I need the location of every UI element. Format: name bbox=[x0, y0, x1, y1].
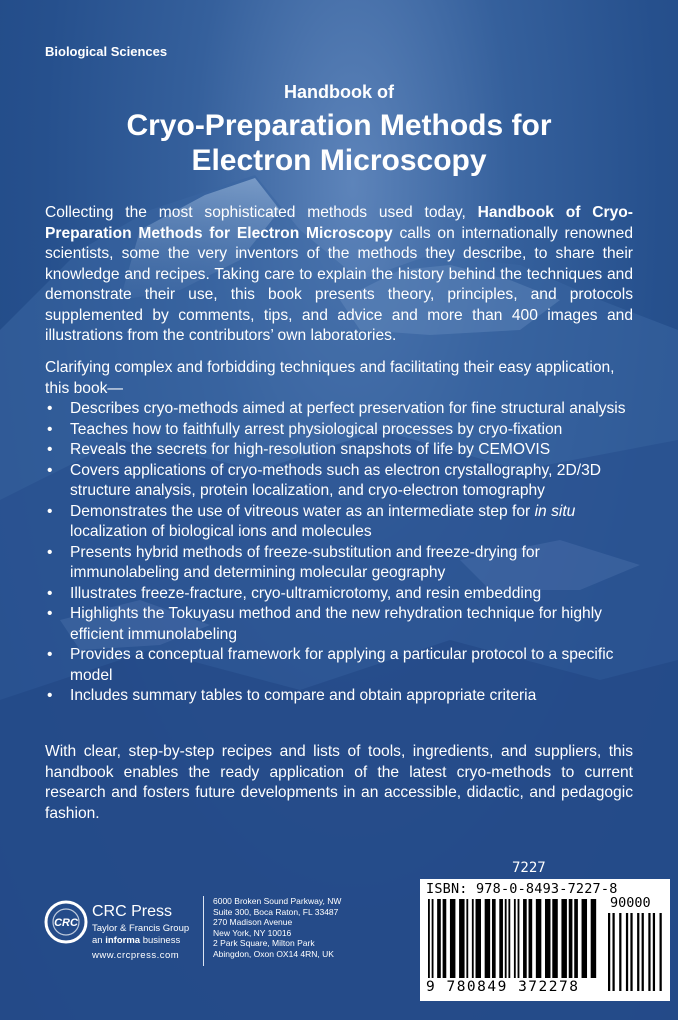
book-title-line: Electron Microscopy bbox=[191, 144, 487, 177]
barcode-bar bbox=[508, 899, 510, 978]
crc-press-logo-icon bbox=[44, 900, 88, 944]
address-line: New York, NY 10016 bbox=[213, 927, 292, 938]
description-text: calls on internationally renowned scientists, some the very inventors of the methods they describe, to share their knowledge and recipes. Taking care to explain the history behind the techniques and demonstrate their use, this book presents theory, principles, and protocols supplemented by comments, tips, and advice and more than 400 images and illustrations from the contributors’ own laboratories. bbox=[45, 224, 634, 344]
address-line: 270 Madison Avenue bbox=[213, 917, 293, 927]
feature-text-italic: in situ bbox=[534, 502, 576, 520]
feature-item: • Reveals the secrets for high-resolution snapshots of life by CEMOVIS bbox=[45, 440, 640, 461]
address-line: Abingdon, Oxon OX14 4RN, UK bbox=[213, 948, 334, 959]
barcode-bar bbox=[642, 913, 644, 991]
barcode-bar bbox=[505, 899, 507, 978]
description-paragraph bbox=[45, 203, 633, 347]
barcode-bar bbox=[536, 899, 541, 978]
barcode-bar bbox=[653, 913, 655, 991]
catalog-number: 7227 bbox=[512, 860, 546, 876]
feature-item: • Highlights the Tokuyasu method and the new rehydration technique for highly efficient immunolabeling bbox=[45, 604, 640, 645]
address-line: 2 Park Square, Milton Park bbox=[213, 938, 315, 948]
book-title bbox=[0, 108, 678, 178]
feature-text: Demonstrates the use of vitreous water as an intermediate step for bbox=[70, 502, 531, 520]
isbn-label: ISBN: 978-0-8493-7227-8 bbox=[426, 881, 618, 897]
barcode-bar bbox=[561, 899, 566, 978]
barcode-bar bbox=[660, 913, 662, 991]
barcode-bar bbox=[637, 913, 639, 991]
barcode-bar bbox=[569, 899, 573, 978]
feature-item bbox=[45, 502, 640, 543]
publisher-group: Taylor & Francis Group bbox=[92, 923, 190, 934]
barcode-bar bbox=[612, 913, 614, 991]
barcode-bar bbox=[514, 899, 516, 978]
publisher-addresses bbox=[213, 896, 341, 959]
description-lead: Collecting the most sophisticated methods used today, bbox=[45, 204, 466, 221]
barcode-bar bbox=[428, 899, 430, 978]
barcode-bar bbox=[472, 899, 474, 978]
address-line: 6000 Broken Sound Parkway, NW bbox=[213, 896, 342, 906]
barcode-bar bbox=[626, 913, 628, 991]
logo-text: CRC bbox=[54, 917, 78, 929]
barcode-bar bbox=[485, 899, 490, 978]
barcode-bar bbox=[499, 899, 503, 978]
barcode-bar bbox=[630, 913, 632, 991]
book-title-line: Cryo-Preparation Methods for bbox=[126, 109, 552, 142]
barcode-bar bbox=[608, 913, 610, 991]
barcode-bar bbox=[591, 899, 596, 978]
barcode-bar bbox=[476, 899, 481, 978]
barcode-bar bbox=[619, 913, 621, 991]
address-line: Suite 300, Boca Raton, FL 33487 bbox=[213, 906, 339, 917]
barcode-bar bbox=[492, 899, 496, 978]
feature-list bbox=[45, 399, 640, 707]
feature-item: • Teaches how to faithfully arrest physiological processes by cryo-fixation bbox=[45, 420, 640, 441]
isbn-barcode bbox=[420, 879, 670, 1001]
barcode-bar bbox=[459, 899, 464, 978]
barcode-bar bbox=[466, 899, 468, 978]
feature-item: • Illustrates freeze-fracture, cryo-ultramicrotomy, and resin embedding bbox=[45, 584, 640, 605]
description-book-title: Handbook of Cryo-Preparation Methods for Electron Microscopy bbox=[45, 204, 633, 242]
publisher-name: CRC Press bbox=[92, 903, 173, 920]
publisher-url: www.crcpress.com bbox=[92, 950, 180, 961]
feature-item: • Covers applications of cryo-methods such as electron crystallography, 2D/3D structure analysis, protein localization, and cryo-electron tomography bbox=[45, 461, 640, 502]
publisher-divider bbox=[203, 896, 204, 966]
feature-item: • Describes cryo-methods aimed at perfect preservation for fine structural analysis bbox=[45, 399, 640, 420]
barcode-bar bbox=[443, 899, 447, 978]
barcode-bar bbox=[529, 899, 533, 978]
barcode-bar bbox=[437, 899, 441, 978]
closing-paragraph: With clear, step-by-step recipes and lists of tools, ingredients, and suppliers, this handbook enables the ready application of the latest cryo-methods to current research and fosters future developments in an accessible, didactic, and pedagogic fashion. bbox=[45, 743, 633, 822]
publisher-business: an informa business bbox=[92, 935, 181, 946]
feature-item: • Provides a conceptual framework for applying a particular protocol to a specific model bbox=[45, 645, 640, 686]
feature-item: • Presents hybrid methods of freeze-substitution and freeze-drying for immunolabeling and determining molecular geography bbox=[45, 543, 640, 584]
barcode-digits: 9 780849 372278 bbox=[426, 979, 580, 995]
barcode-bar bbox=[523, 899, 527, 978]
barcode-bar bbox=[648, 913, 650, 991]
barcode-bar bbox=[574, 899, 578, 978]
barcode-supplement-digits: 90000 bbox=[610, 895, 651, 911]
barcode-bar bbox=[582, 899, 587, 978]
features-intro: Clarifying complex and forbidding techniques and facilitating their easy application, this book— bbox=[45, 359, 615, 397]
barcode-bar bbox=[450, 899, 455, 978]
feature-text: localization of biological ions and molecules bbox=[70, 523, 372, 540]
subject-category: Biological Sciences bbox=[45, 44, 168, 59]
barcode-bar bbox=[545, 899, 550, 978]
feature-item: • Includes summary tables to compare and obtain appropriate criteria bbox=[45, 686, 640, 707]
barcode-bar bbox=[552, 899, 557, 978]
barcode-bar bbox=[432, 899, 434, 978]
book-title-prefix: Handbook of bbox=[284, 82, 394, 102]
barcode-bar bbox=[518, 899, 520, 978]
